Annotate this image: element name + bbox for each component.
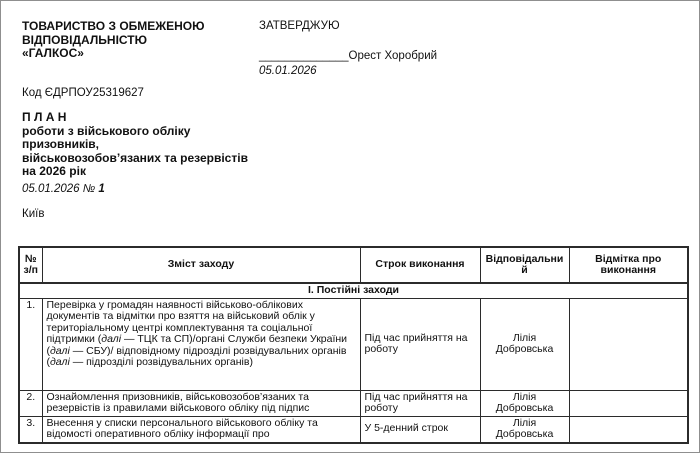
row-number-cell: 1. [19, 298, 42, 390]
document-title-line: призовників, [22, 137, 100, 151]
company-name-line: «ГАЛКОС» [22, 46, 84, 60]
document-date-number: 05.01.2026 № 1 [22, 183, 105, 195]
document-title-line: роботи з військового обліку [22, 123, 191, 138]
row-number-cell: 2. [19, 390, 42, 416]
row-mark-cell [569, 416, 688, 443]
approval-label: ЗАТВЕРДЖУЮ [259, 20, 340, 32]
approval-signature-row [259, 50, 437, 64]
column-header-responsible: Відповідальний [480, 247, 569, 283]
table-header-row [19, 247, 688, 283]
edrpou-code-line: Код ЄДРПОУ25319627 [22, 87, 144, 99]
column-header-deadline: Строк виконання [360, 247, 480, 283]
city-label: Київ [22, 208, 45, 220]
row-deadline-cell: Під час прийняття на роботу [360, 298, 480, 390]
signature-blank-line: ______________ [259, 49, 349, 62]
document-title-block [22, 111, 248, 179]
company-name-block [22, 20, 205, 61]
table-row [19, 298, 688, 390]
document-title-line: на 2026 рік [22, 164, 86, 178]
table-row [19, 390, 688, 416]
column-header-content: Зміст заходу [42, 247, 360, 283]
row-content-cell: Ознайомлення призовників, військовозобов’язаних та резервістів із правилами військового обліку під підпис [42, 390, 360, 416]
row-deadline-cell: Під час прийняття на роботу [360, 390, 480, 416]
row-mark-cell [569, 298, 688, 390]
plan-table [18, 246, 689, 444]
document-title-line: військовозобов’язаних та резервістів [22, 150, 248, 165]
row-responsible-cell: Лілія Добровська [480, 416, 569, 443]
row-deadline-cell: У 5-денний строк [360, 416, 480, 443]
approval-date: 05.01.2026 [259, 65, 317, 77]
section-header: І. Постійні заходи [19, 283, 688, 298]
column-header-mark: Відмітка про виконання [569, 247, 688, 283]
column-header-number: № з/п [19, 247, 42, 283]
approval-block [259, 20, 437, 79]
plan-table-wrapper [18, 246, 688, 444]
approver-name: Орест Хоробрий [348, 49, 438, 62]
section-header-row [19, 283, 688, 298]
table-row [19, 416, 688, 443]
row-content-cell: Перевірка у громадян наявності військово-облікових документів та відмітки про взяття на військовий облік у територіальному центрі комплектування та соціальної підтримки (далі — ТЦК та СП)/органі Служби безпеки України (далі — СБУ)/ відповідному підрозділі розвідувальних органів (далі — підрозділі розвідувальних органів) [42, 298, 360, 390]
document-title-line: П Л А Н [22, 110, 67, 124]
company-name-line: ВІДПОВІДАЛЬНІСТЮ [22, 32, 147, 47]
row-responsible-cell: Лілія Добровська [480, 390, 569, 416]
row-number-cell: 3. [19, 416, 42, 443]
row-responsible-cell: Лілія Добровська [480, 298, 569, 390]
row-content-cell: Внесення у списки персонального військового обліку та відомості оперативного обліку інформації про [42, 416, 360, 443]
company-name-line: ТОВАРИСТВО З ОБМЕЖЕНОЮ [22, 19, 205, 33]
row-mark-cell [569, 390, 688, 416]
